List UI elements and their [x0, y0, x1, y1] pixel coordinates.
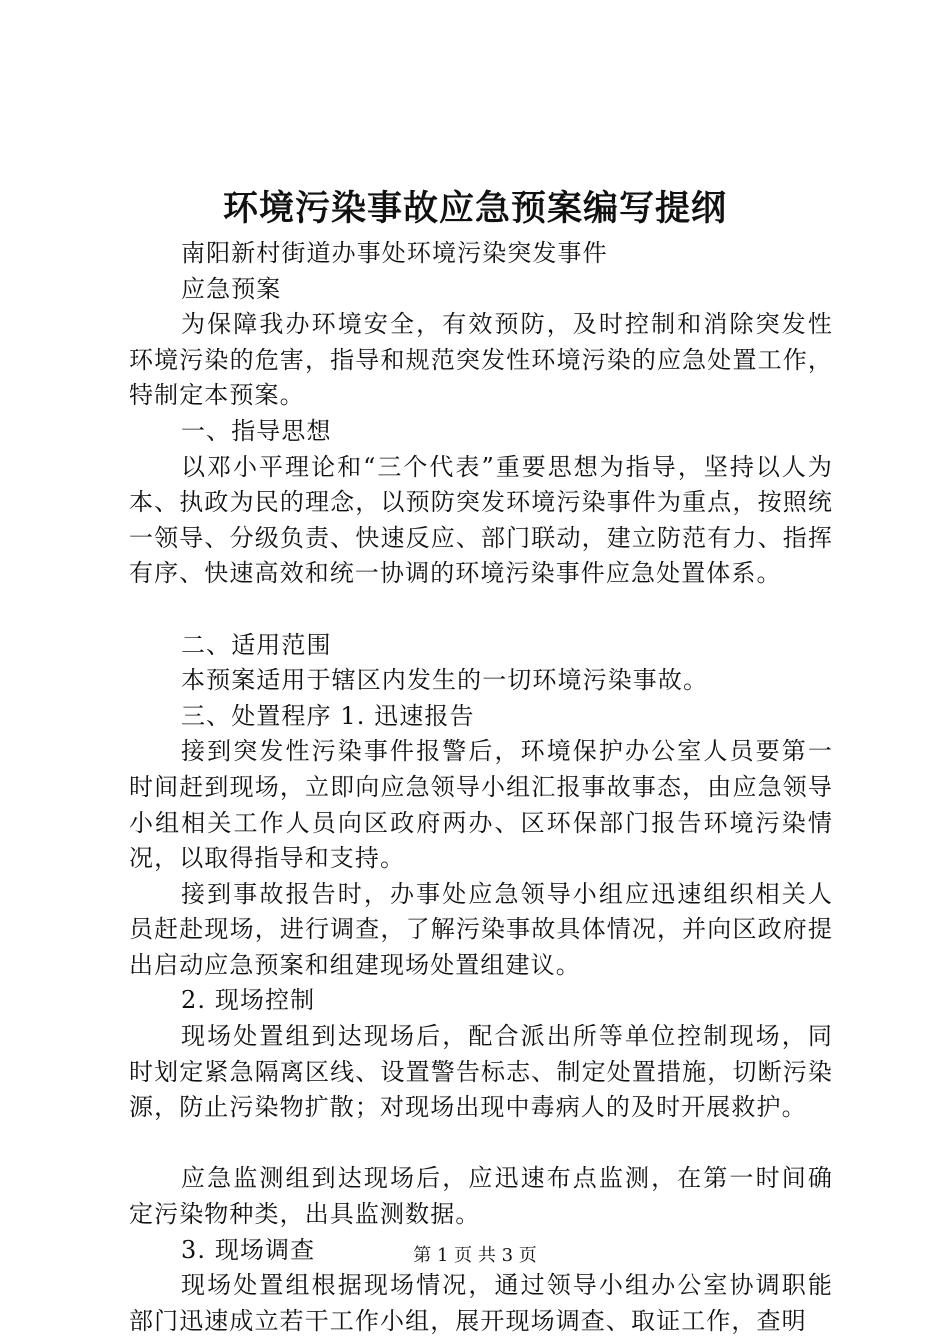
document-title: 环境污染事故应急预案编写提纲 [222, 188, 727, 229]
page-number-footer: 第 1 页 共 3 页 [413, 1245, 537, 1266]
paragraph-report-2: 接到事故报告时，办事处应急领导小组应迅速组织相关人员赶赴现场，进行调查，了解污染事故具体情况，并向区政府提出启动应急预案和组建现场处置组建议。 [129, 879, 833, 979]
subheading-site-investigation: 3. 现场调查 [181, 1235, 316, 1264]
section-heading-guiding-ideology: 一、指导思想 [181, 416, 332, 445]
paragraph-site-control: 现场处置组到达现场后，配合派出所等单位控制现场，同时划定紧急隔离区线、设置警告标志、制定处置措施，切断污染源，防止污染物扩散；对现场出现中毒病人的及时开展救护。 [129, 1022, 833, 1122]
subheading-site-control: 2. 现场控制 [181, 986, 316, 1015]
paragraph-scope: 本预案适用于辖区内发生的一切环境污染事故。 [181, 666, 709, 695]
paragraph-monitoring: 应急监测组到达现场后，应迅速布点监测，在第一时间确定污染物种类，出具监测数据。 [129, 1164, 833, 1229]
paragraph-site-investigation: 现场处置组根据现场情况，通过领导小组办公室协调职能部门迅速成立若干工作小组，展开现场调查、取证工作，查明 [129, 1271, 833, 1335]
blank-line [129, 592, 833, 628]
document-body [129, 236, 833, 1339]
paragraph-report-1: 接到突发性污染事件报警后，环境保护办公室人员要第一时间赶到现场，立即向应急领导小组汇报事故事态，由应急领导小组相关工作人员向区政府两办、区环保部门报告环境污染情况，以取得指导和支持。 [129, 737, 833, 873]
paragraph-subtitle: 应急预案 [181, 274, 282, 303]
paragraph-purpose: 为保障我办环境安全，有效预防，及时控制和消除突发性环境污染的危害，指导和规范突发性环境污染的应急处置工作，特制定本预案。 [129, 310, 833, 410]
blank-line [129, 1126, 833, 1162]
paragraph-org-line: 南阳新村街道办事处环境污染突发事件 [181, 239, 608, 267]
section-heading-procedure: 三、处置程序 1. 迅速报告 [181, 701, 475, 730]
section-heading-scope: 二、适用范围 [181, 630, 332, 659]
paragraph-guiding-ideology: 以邓小平理论和“三个代表”重要思想为指导，坚持以人为本、执政为民的理念，以预防突发环境污染事件为重点，按照统一领导、分级负责、快速反应、部门联动，建立防范有力、指挥有序、快速高效和统一协调的环境污染事件应急处置体系。 [129, 452, 833, 588]
